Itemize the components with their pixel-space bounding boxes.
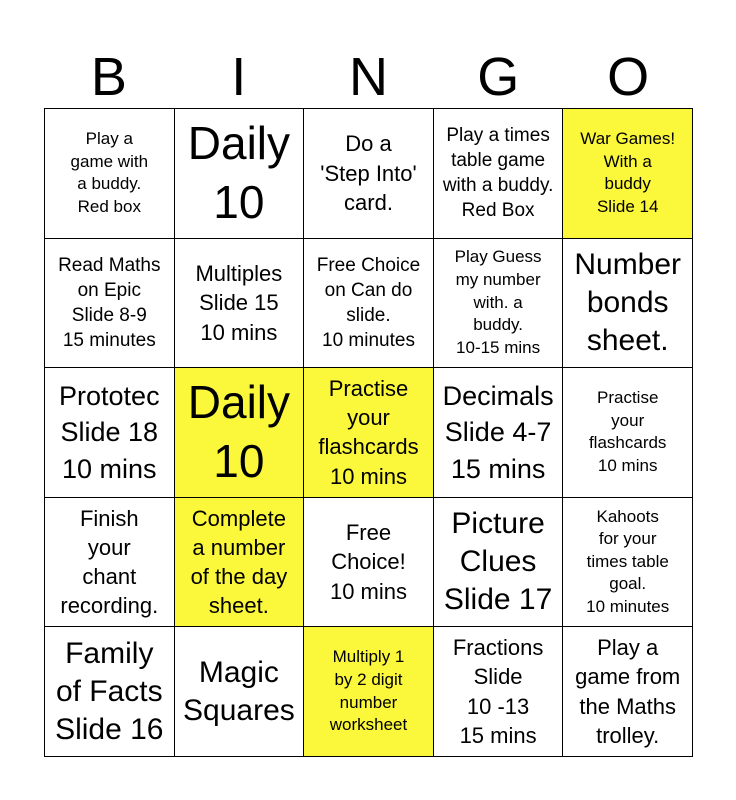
header-letter: I bbox=[231, 47, 247, 107]
bingo-cell[interactable]: Play a times table game with a buddy. Red Box bbox=[434, 109, 564, 239]
bingo-cell[interactable]: Practise your flashcards 10 mins bbox=[304, 368, 434, 498]
bingo-cell[interactable]: Picture Clues Slide 17 bbox=[434, 498, 564, 628]
header-letter: G bbox=[477, 47, 520, 107]
bingo-cell[interactable]: Kahoots for your times table goal. 10 minutes bbox=[563, 498, 693, 628]
bingo-cell[interactable]: Do a 'Step Into' card. bbox=[304, 109, 434, 239]
bingo-cell[interactable]: Read Maths on Epic Slide 8-9 15 minutes bbox=[45, 239, 175, 369]
bingo-cell[interactable]: Magic Squares bbox=[175, 627, 305, 757]
bingo-cell[interactable]: Decimals Slide 4-7 15 mins bbox=[434, 368, 564, 498]
bingo-cell[interactable]: Play Guess my number with. a buddy. 10-15 mins bbox=[434, 239, 564, 369]
bingo-cell[interactable]: Complete a number of the day sheet. bbox=[175, 498, 305, 628]
bingo-board bbox=[44, 108, 693, 757]
bingo-cell[interactable]: Play a game with a buddy. Red box bbox=[45, 109, 175, 239]
bingo-cell[interactable]: Finish your chant recording. bbox=[45, 498, 175, 628]
bingo-cell[interactable]: Practise your flashcards 10 mins bbox=[563, 368, 693, 498]
header-letter: N bbox=[348, 47, 388, 107]
bingo-header bbox=[44, 46, 693, 108]
bingo-cell[interactable]: Multiples Slide 15 10 mins bbox=[175, 239, 305, 369]
bingo-cell[interactable]: Daily 10 bbox=[175, 109, 305, 239]
bingo-cell[interactable]: Free Choice on Can do slide. 10 minutes bbox=[304, 239, 434, 369]
header-letter: O bbox=[607, 47, 650, 107]
bingo-cell[interactable]: Play a game from the Maths trolley. bbox=[563, 627, 693, 757]
bingo-cell[interactable]: Daily 10 bbox=[175, 368, 305, 498]
bingo-cell[interactable]: Multiply 1 by 2 digit number worksheet bbox=[304, 627, 434, 757]
header-letter: B bbox=[90, 47, 127, 107]
bingo-cell[interactable]: Fractions Slide 10 -13 15 mins bbox=[434, 627, 564, 757]
bingo-cell[interactable]: Prototec Slide 18 10 mins bbox=[45, 368, 175, 498]
bingo-cell[interactable]: War Games! With a buddy Slide 14 bbox=[563, 109, 693, 239]
bingo-cell[interactable]: Family of Facts Slide 16 bbox=[45, 627, 175, 757]
bingo-cell[interactable]: Number bonds sheet. bbox=[563, 239, 693, 369]
bingo-cell[interactable]: Free Choice! 10 mins bbox=[304, 498, 434, 628]
